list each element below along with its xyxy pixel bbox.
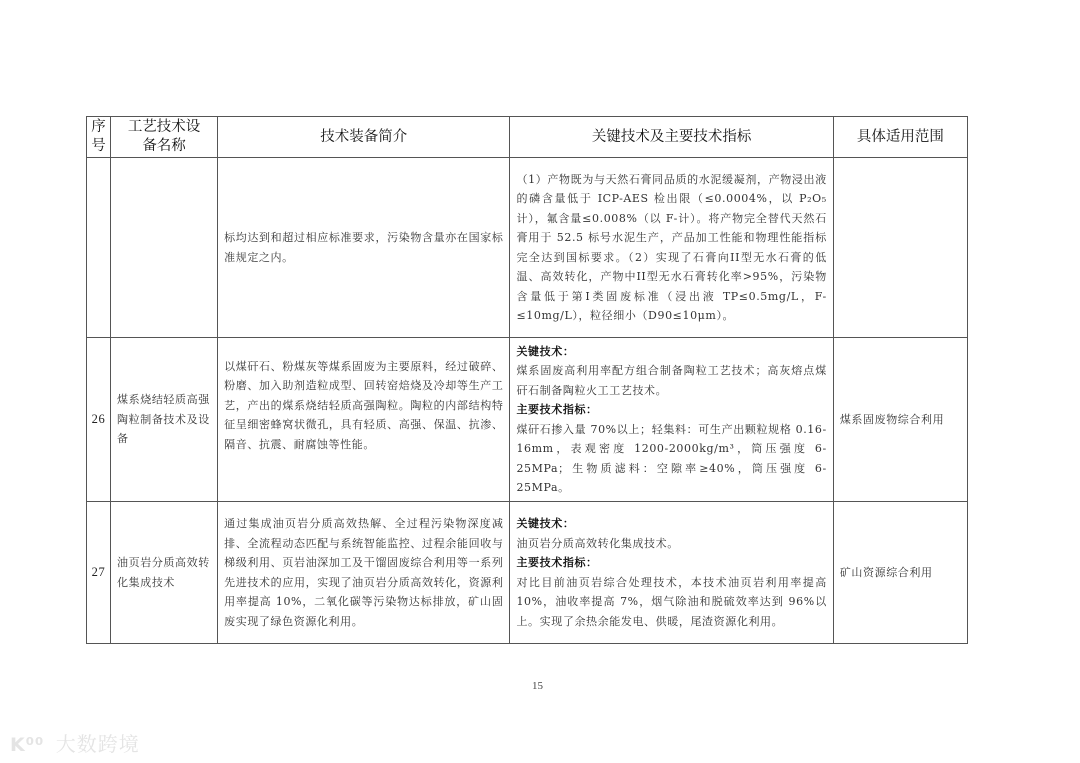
- table-row: [87, 502, 968, 644]
- row-name: 煤系烧结轻质高强陶粒制备技术及设备: [111, 338, 218, 502]
- key-text: （1）产物既为与天然石膏同品质的水泥缓凝剂，产物浸出液的磷含量低于 ICP-AES 检出限（≤0.0004%，以 P₂O₅ 计），氟含量≤0.008%（以 F-计）。将产物完全替代天然石膏用于 52.5 标号水泥生产，产品加工性能和物理性能指标完全达到国标要求。（2）实现了石膏向II型无水石膏的低温、高效转化，产物中II型无水石膏转化率>95%，污染物含量低于第I类固废标准（浸出液 TP≤0.5mg/L，F-≤10mg/L），粒径细小（D90≤10μm）。: [516, 172, 827, 322]
- desc-text: 标均达到和超过相应标准要求，污染物含量亦在国家标准规定之内。: [224, 231, 504, 264]
- row-scope: 煤系固废物综合利用: [833, 338, 967, 502]
- watermark-logo-icon: K⁰⁰: [10, 734, 45, 756]
- technology-table: [86, 116, 968, 644]
- key-tech-label: 关键技术：: [516, 344, 575, 358]
- header-no: 序 号: [87, 117, 111, 158]
- row-no: 27: [87, 502, 111, 644]
- row-no: 26: [87, 338, 111, 502]
- row-desc: [218, 158, 510, 338]
- main-index-text: 对比目前油页岩综合处理技术，本技术油页岩利用率提高 10%，油收率提高 7%，烟气除油和脱硫效率达到 96%以上。实现了余热余能发电、供暖，尾渣资源化利用。: [516, 575, 827, 628]
- header-key: 关键技术及主要技术指标: [510, 117, 833, 158]
- desc-text: 以煤矸石、粉煤灰等煤系固废为主要原料，经过破碎、粉磨、加入助剂造粒成型、回转窑焙烧及冷却等生产工艺，产出的煤系烧结轻质高强陶粒。陶粒的内部结构特征呈细密蜂窝状微孔，具有轻质、高强、保温、抗渗、隔音、抗震、耐腐蚀等性能。: [224, 359, 504, 451]
- watermark-text: 大数跨境: [55, 732, 140, 756]
- header-desc: 技术装备简介: [218, 117, 510, 158]
- desc-text: 通过集成油页岩分质高效热解、全过程污染物深度减排、全流程动态匹配与系统智能监控、过程余能回收与梯级利用、页岩油深加工及干馏固废综合利用等一系列先进技术的应用，实现了油页岩分质高效转化，资源利用率提高 10%，二氧化碳等污染物达标排放，矿山固废实现了绿色资源化利用。: [224, 517, 504, 628]
- row-name: [111, 158, 218, 338]
- row-key: [510, 502, 833, 644]
- watermark: [10, 728, 140, 757]
- main-index-label: 主要技术指标：: [516, 556, 598, 569]
- key-tech-text: 油页岩分质高效转化集成技术。: [516, 536, 679, 550]
- page-number: 15: [532, 680, 543, 692]
- main-index-label: 主要技术指标：: [516, 403, 598, 416]
- key-tech-label: 关键技术：: [516, 517, 575, 530]
- row-scope: 矿山资源综合利用: [833, 502, 967, 644]
- table-row: [87, 338, 968, 502]
- table-header-row: [87, 117, 968, 158]
- row-desc: [218, 338, 510, 502]
- table-row: [87, 158, 968, 338]
- key-tech-text: 煤系固废高利用率配方组合制备陶粒工艺技术；高灰熔点煤矸石制备陶粒火工工艺技术。: [516, 364, 827, 397]
- row-scope: [833, 158, 967, 338]
- row-desc: [218, 502, 510, 644]
- header-scope: 具体适用范围: [833, 117, 967, 158]
- row-no: [87, 158, 111, 338]
- header-name: 工艺技术设 备名称: [111, 117, 218, 158]
- main-index-text: 煤矸石掺入量 70%以上；轻集料：可生产出颗粒规格 0.16-16mm，表观密度 1200-2000kg/m³，筒压强度 6-25MPa；生物质滤料：空隙率≥40%，筒压强度 6-25MPa。: [516, 422, 827, 494]
- row-name: 油页岩分质高效转化集成技术: [111, 502, 218, 644]
- row-key: [510, 158, 833, 338]
- row-key: [510, 338, 833, 502]
